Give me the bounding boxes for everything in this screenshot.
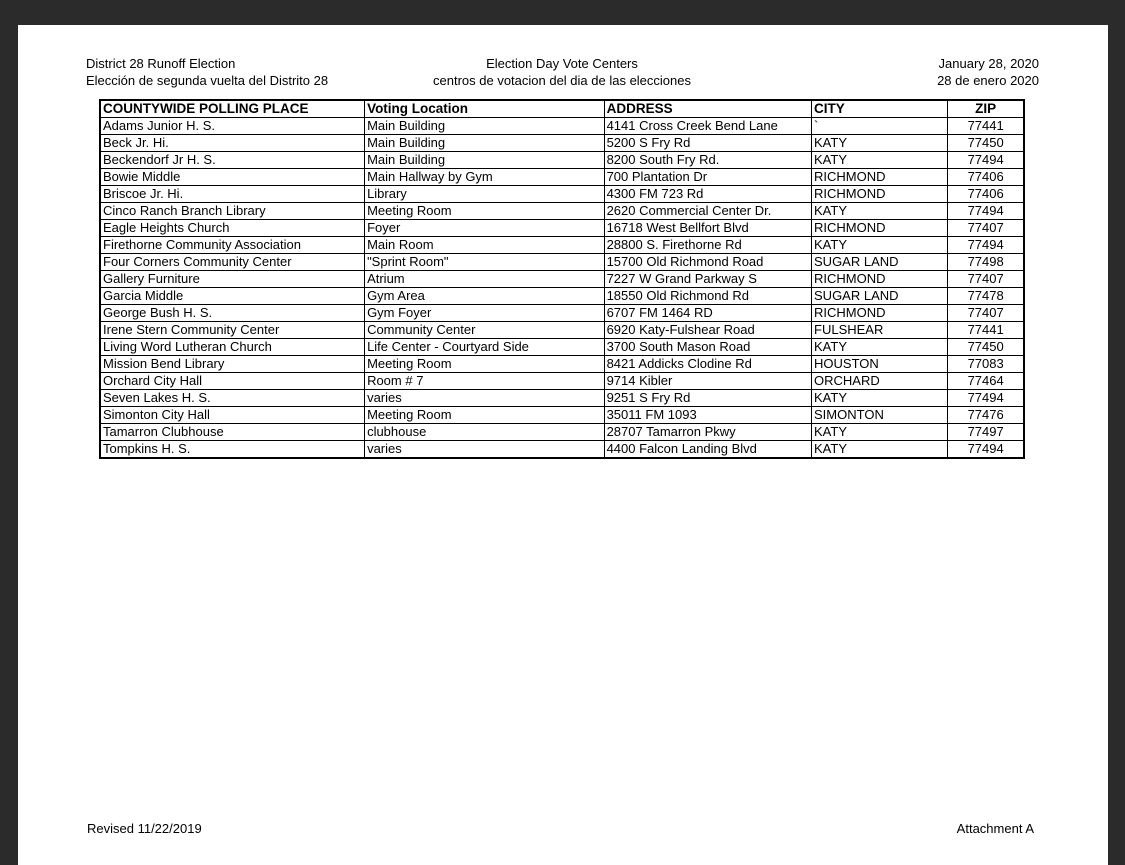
cell-voting-location: Gym Area	[365, 288, 605, 305]
cell-voting-location: varies	[365, 441, 605, 459]
cell-address: 28800 S. Firethorne Rd	[604, 237, 811, 254]
cell-address: 9714 Kibler	[604, 373, 811, 390]
footer-revised-date: Revised 11/22/2019	[87, 821, 202, 836]
cell-polling-place: Four Corners Community Center	[100, 254, 365, 271]
header-election-name-spanish: Elección de segunda vuelta del Distrito 28	[86, 73, 329, 88]
header-date	[937, 55, 1039, 89]
table-row	[100, 220, 1024, 237]
cell-polling-place: Irene Stern Community Center	[100, 322, 365, 339]
cell-polling-place: Tamarron Clubhouse	[100, 424, 365, 441]
column-header-voting-location: Voting Location	[365, 100, 605, 118]
cell-polling-place: Garcia Middle	[100, 288, 365, 305]
cell-polling-place: Living Word Lutheran Church	[100, 339, 365, 356]
table-header-row	[100, 100, 1024, 118]
cell-address: 8421 Addicks Clodine Rd	[604, 356, 811, 373]
cell-zip: 77407	[948, 220, 1024, 237]
table-row	[100, 424, 1024, 441]
header-title	[318, 55, 806, 89]
cell-voting-location: clubhouse	[365, 424, 605, 441]
cell-voting-location: Life Center - Courtyard Side	[365, 339, 605, 356]
cell-polling-place: Adams Junior H. S.	[100, 118, 365, 135]
cell-voting-location: Main Room	[365, 237, 605, 254]
cell-zip: 77450	[948, 135, 1024, 152]
cell-zip: 77450	[948, 339, 1024, 356]
cell-city: KATY	[812, 135, 948, 152]
table-row	[100, 118, 1024, 135]
cell-voting-location: Meeting Room	[365, 356, 605, 373]
column-header-zip: ZIP	[948, 100, 1024, 118]
cell-zip: 77406	[948, 186, 1024, 203]
table-row	[100, 373, 1024, 390]
table-row	[100, 271, 1024, 288]
cell-city: SUGAR LAND	[812, 288, 948, 305]
cell-zip: 77494	[948, 152, 1024, 169]
table-row	[100, 322, 1024, 339]
cell-city: RICHMOND	[812, 169, 948, 186]
table-row	[100, 169, 1024, 186]
cell-polling-place: Beck Jr. Hi.	[100, 135, 365, 152]
cell-voting-location: Main Building	[365, 152, 605, 169]
cell-city: SUGAR LAND	[812, 254, 948, 271]
cell-polling-place: Firethorne Community Association	[100, 237, 365, 254]
table-row	[100, 254, 1024, 271]
cell-address: 28707 Tamarron Pkwy	[604, 424, 811, 441]
cell-city: KATY	[812, 441, 948, 459]
cell-polling-place: Bowie Middle	[100, 169, 365, 186]
cell-voting-location: Gym Foyer	[365, 305, 605, 322]
cell-voting-location: Main Hallway by Gym	[365, 169, 605, 186]
cell-city: SIMONTON	[812, 407, 948, 424]
cell-address: 6920 Katy-Fulshear Road	[604, 322, 811, 339]
cell-address: 8200 South Fry Rd.	[604, 152, 811, 169]
header-title-spanish: centros de votacion del dia de las elecciones	[433, 73, 691, 88]
cell-zip: 77407	[948, 271, 1024, 288]
cell-polling-place: Mission Bend Library	[100, 356, 365, 373]
cell-voting-location: Atrium	[365, 271, 605, 288]
cell-voting-location: Library	[365, 186, 605, 203]
cell-zip: 77494	[948, 237, 1024, 254]
table-row	[100, 203, 1024, 220]
cell-city: RICHMOND	[812, 220, 948, 237]
cell-address: 35011 FM 1093	[604, 407, 811, 424]
cell-polling-place: Seven Lakes H. S.	[100, 390, 365, 407]
cell-city: KATY	[812, 152, 948, 169]
cell-city: HOUSTON	[812, 356, 948, 373]
cell-voting-location: Foyer	[365, 220, 605, 237]
cell-address: 4300 FM 723 Rd	[604, 186, 811, 203]
cell-address: 16718 West Bellfort Blvd	[604, 220, 811, 237]
cell-address: 2620 Commercial Center Dr.	[604, 203, 811, 220]
cell-voting-location: varies	[365, 390, 605, 407]
cell-address: 4141 Cross Creek Bend Lane	[604, 118, 811, 135]
cell-polling-place: Beckendorf Jr H. S.	[100, 152, 365, 169]
cell-voting-location: Meeting Room	[365, 407, 605, 424]
table-row	[100, 339, 1024, 356]
cell-zip: 77478	[948, 288, 1024, 305]
table-row	[100, 407, 1024, 424]
cell-zip: 77406	[948, 169, 1024, 186]
table-row	[100, 288, 1024, 305]
cell-city: KATY	[812, 390, 948, 407]
cell-polling-place: Simonton City Hall	[100, 407, 365, 424]
cell-address: 9251 S Fry Rd	[604, 390, 811, 407]
cell-city: KATY	[812, 203, 948, 220]
cell-voting-location: "Sprint Room"	[365, 254, 605, 271]
column-header-address: ADDRESS	[604, 100, 811, 118]
table-row	[100, 305, 1024, 322]
cell-zip: 77083	[948, 356, 1024, 373]
cell-polling-place: Orchard City Hall	[100, 373, 365, 390]
cell-voting-location: Meeting Room	[365, 203, 605, 220]
cell-zip: 77498	[948, 254, 1024, 271]
cell-voting-location: Main Building	[365, 135, 605, 152]
cell-zip: 77464	[948, 373, 1024, 390]
footer-attachment-label: Attachment A	[956, 821, 1034, 836]
cell-address: 700 Plantation Dr	[604, 169, 811, 186]
cell-address: 7227 W Grand Parkway S	[604, 271, 811, 288]
cell-city: KATY	[812, 237, 948, 254]
cell-zip: 77441	[948, 322, 1024, 339]
cell-city: RICHMOND	[812, 271, 948, 288]
cell-address: 18550 Old Richmond Rd	[604, 288, 811, 305]
cell-polling-place: Cinco Ranch Branch Library	[100, 203, 365, 220]
cell-address: 4400 Falcon Landing Blvd	[604, 441, 811, 459]
cell-city: KATY	[812, 339, 948, 356]
cell-zip: 77476	[948, 407, 1024, 424]
header-date-spanish: 28 de enero 2020	[937, 73, 1039, 88]
cell-address: 5200 S Fry Rd	[604, 135, 811, 152]
cell-zip: 77494	[948, 203, 1024, 220]
cell-city: KATY	[812, 424, 948, 441]
table-row	[100, 135, 1024, 152]
table-row	[100, 356, 1024, 373]
cell-polling-place: George Bush H. S.	[100, 305, 365, 322]
cell-city: `	[812, 118, 948, 135]
header-title-english: Election Day Vote Centers	[486, 56, 638, 71]
cell-voting-location: Community Center	[365, 322, 605, 339]
header-election-name-english: District 28 Runoff Election	[86, 56, 236, 71]
cell-polling-place: Gallery Furniture	[100, 271, 365, 288]
table-row	[100, 186, 1024, 203]
polling-places-table	[99, 99, 1025, 459]
cell-zip: 77497	[948, 424, 1024, 441]
cell-polling-place: Briscoe Jr. Hi.	[100, 186, 365, 203]
cell-voting-location: Room # 7	[365, 373, 605, 390]
cell-zip: 77407	[948, 305, 1024, 322]
table-body	[100, 118, 1024, 459]
header-date-english: January 28, 2020	[938, 56, 1039, 71]
cell-address: 6707 FM 1464 RD	[604, 305, 811, 322]
table-row	[100, 441, 1024, 459]
header-election-name	[86, 55, 328, 89]
cell-address: 3700 South Mason Road	[604, 339, 811, 356]
table-row	[100, 237, 1024, 254]
cell-zip: 77441	[948, 118, 1024, 135]
column-header-city: CITY	[812, 100, 948, 118]
cell-zip: 77494	[948, 390, 1024, 407]
cell-zip: 77494	[948, 441, 1024, 459]
cell-address: 15700 Old Richmond Road	[604, 254, 811, 271]
cell-city: ORCHARD	[812, 373, 948, 390]
cell-city: RICHMOND	[812, 186, 948, 203]
column-header-polling-place: COUNTYWIDE POLLING PLACE	[100, 100, 365, 118]
cell-city: RICHMOND	[812, 305, 948, 322]
cell-voting-location: Main Building	[365, 118, 605, 135]
document-page	[18, 25, 1108, 865]
cell-city: FULSHEAR	[812, 322, 948, 339]
cell-polling-place: Eagle Heights Church	[100, 220, 365, 237]
cell-polling-place: Tompkins H. S.	[100, 441, 365, 459]
table-row	[100, 152, 1024, 169]
table-row	[100, 390, 1024, 407]
